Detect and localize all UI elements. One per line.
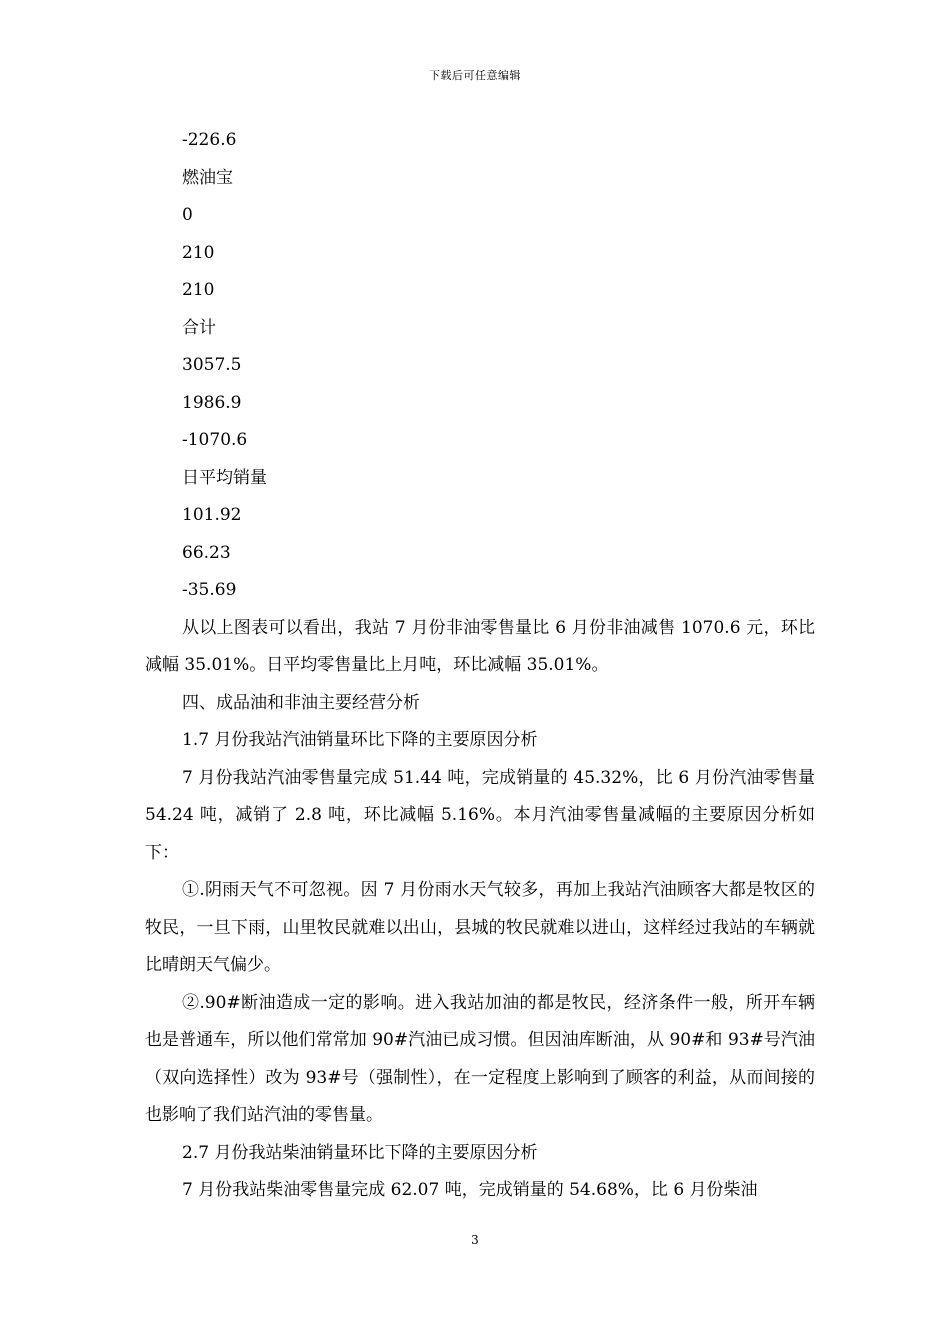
table-cell: -35.69: [182, 580, 237, 600]
table-cell: -1070.6: [182, 430, 248, 450]
table-cell: 210: [182, 242, 215, 263]
table-cell: 66.23: [182, 542, 231, 563]
table-cell: 燃油宝: [182, 167, 233, 188]
body-paragraph: 7 月份我站柴油零售量完成 62.07 吨，完成销量的 54.68%，比 6 月份柴油: [182, 1180, 758, 1200]
summary-paragraph: 从以上图表可以看出，我站 7 月份非油零售量比 6 月份非油减售 1070.6 元，环比减幅 35.01%。日平均零售量比上月吨，环比减幅 35.01%。: [145, 617, 815, 675]
table-cell: 3057.5: [182, 355, 242, 375]
table-cell: 日平均销量: [182, 467, 267, 488]
table-cell: 210: [182, 280, 215, 300]
section-heading: 四、成品油和非油主要经营分析: [182, 692, 420, 713]
body-paragraph: ②.90#断油造成一定的影响。进入我站加油的都是牧民，经济条件一般，所开车辆也是普通车，所以他们常常加 90#汽油已成习惯。但因油库断油，从 90#和 93#号汽油（双向选择性）改为 93#号（强制性），在一定程度上影响到了顾客的利益，从而间接的也影响了我们站汽油的零售量。: [145, 992, 815, 1125]
document-body: [145, 122, 815, 1210]
table-cell: 0: [182, 205, 193, 225]
subsection-heading: 2.7 月份我站柴油销量环比下降的主要原因分析: [182, 1142, 538, 1163]
subsection-heading: 1.7 月份我站汽油销量环比下降的主要原因分析: [182, 730, 538, 750]
table-cell: 合计: [182, 317, 216, 338]
table-cell: 1986.9: [182, 392, 242, 413]
table-cell: 101.92: [182, 505, 242, 525]
page-header: 下载后可任意编辑: [429, 69, 521, 82]
table-cell: -226.6: [182, 130, 237, 150]
body-paragraph: 7 月份我站汽油零售量完成 51.44 吨，完成销量的 45.32%，比 6 月份汽油零售量 54.24 吨，减销了 2.8 吨，环比减幅 5.16%。本月汽油零售量减幅的主要原因分析如下：: [145, 767, 815, 863]
body-paragraph: ①.阴雨天气不可忽视。因 7 月份雨水天气较多，再加上我站汽油顾客大都是牧区的牧民，一旦下雨，山里牧民就难以出山，县城的牧民就难以进山，这样经过我站的车辆就比晴朗天气偏少。: [145, 880, 815, 975]
page-number: 3: [471, 1233, 479, 1247]
